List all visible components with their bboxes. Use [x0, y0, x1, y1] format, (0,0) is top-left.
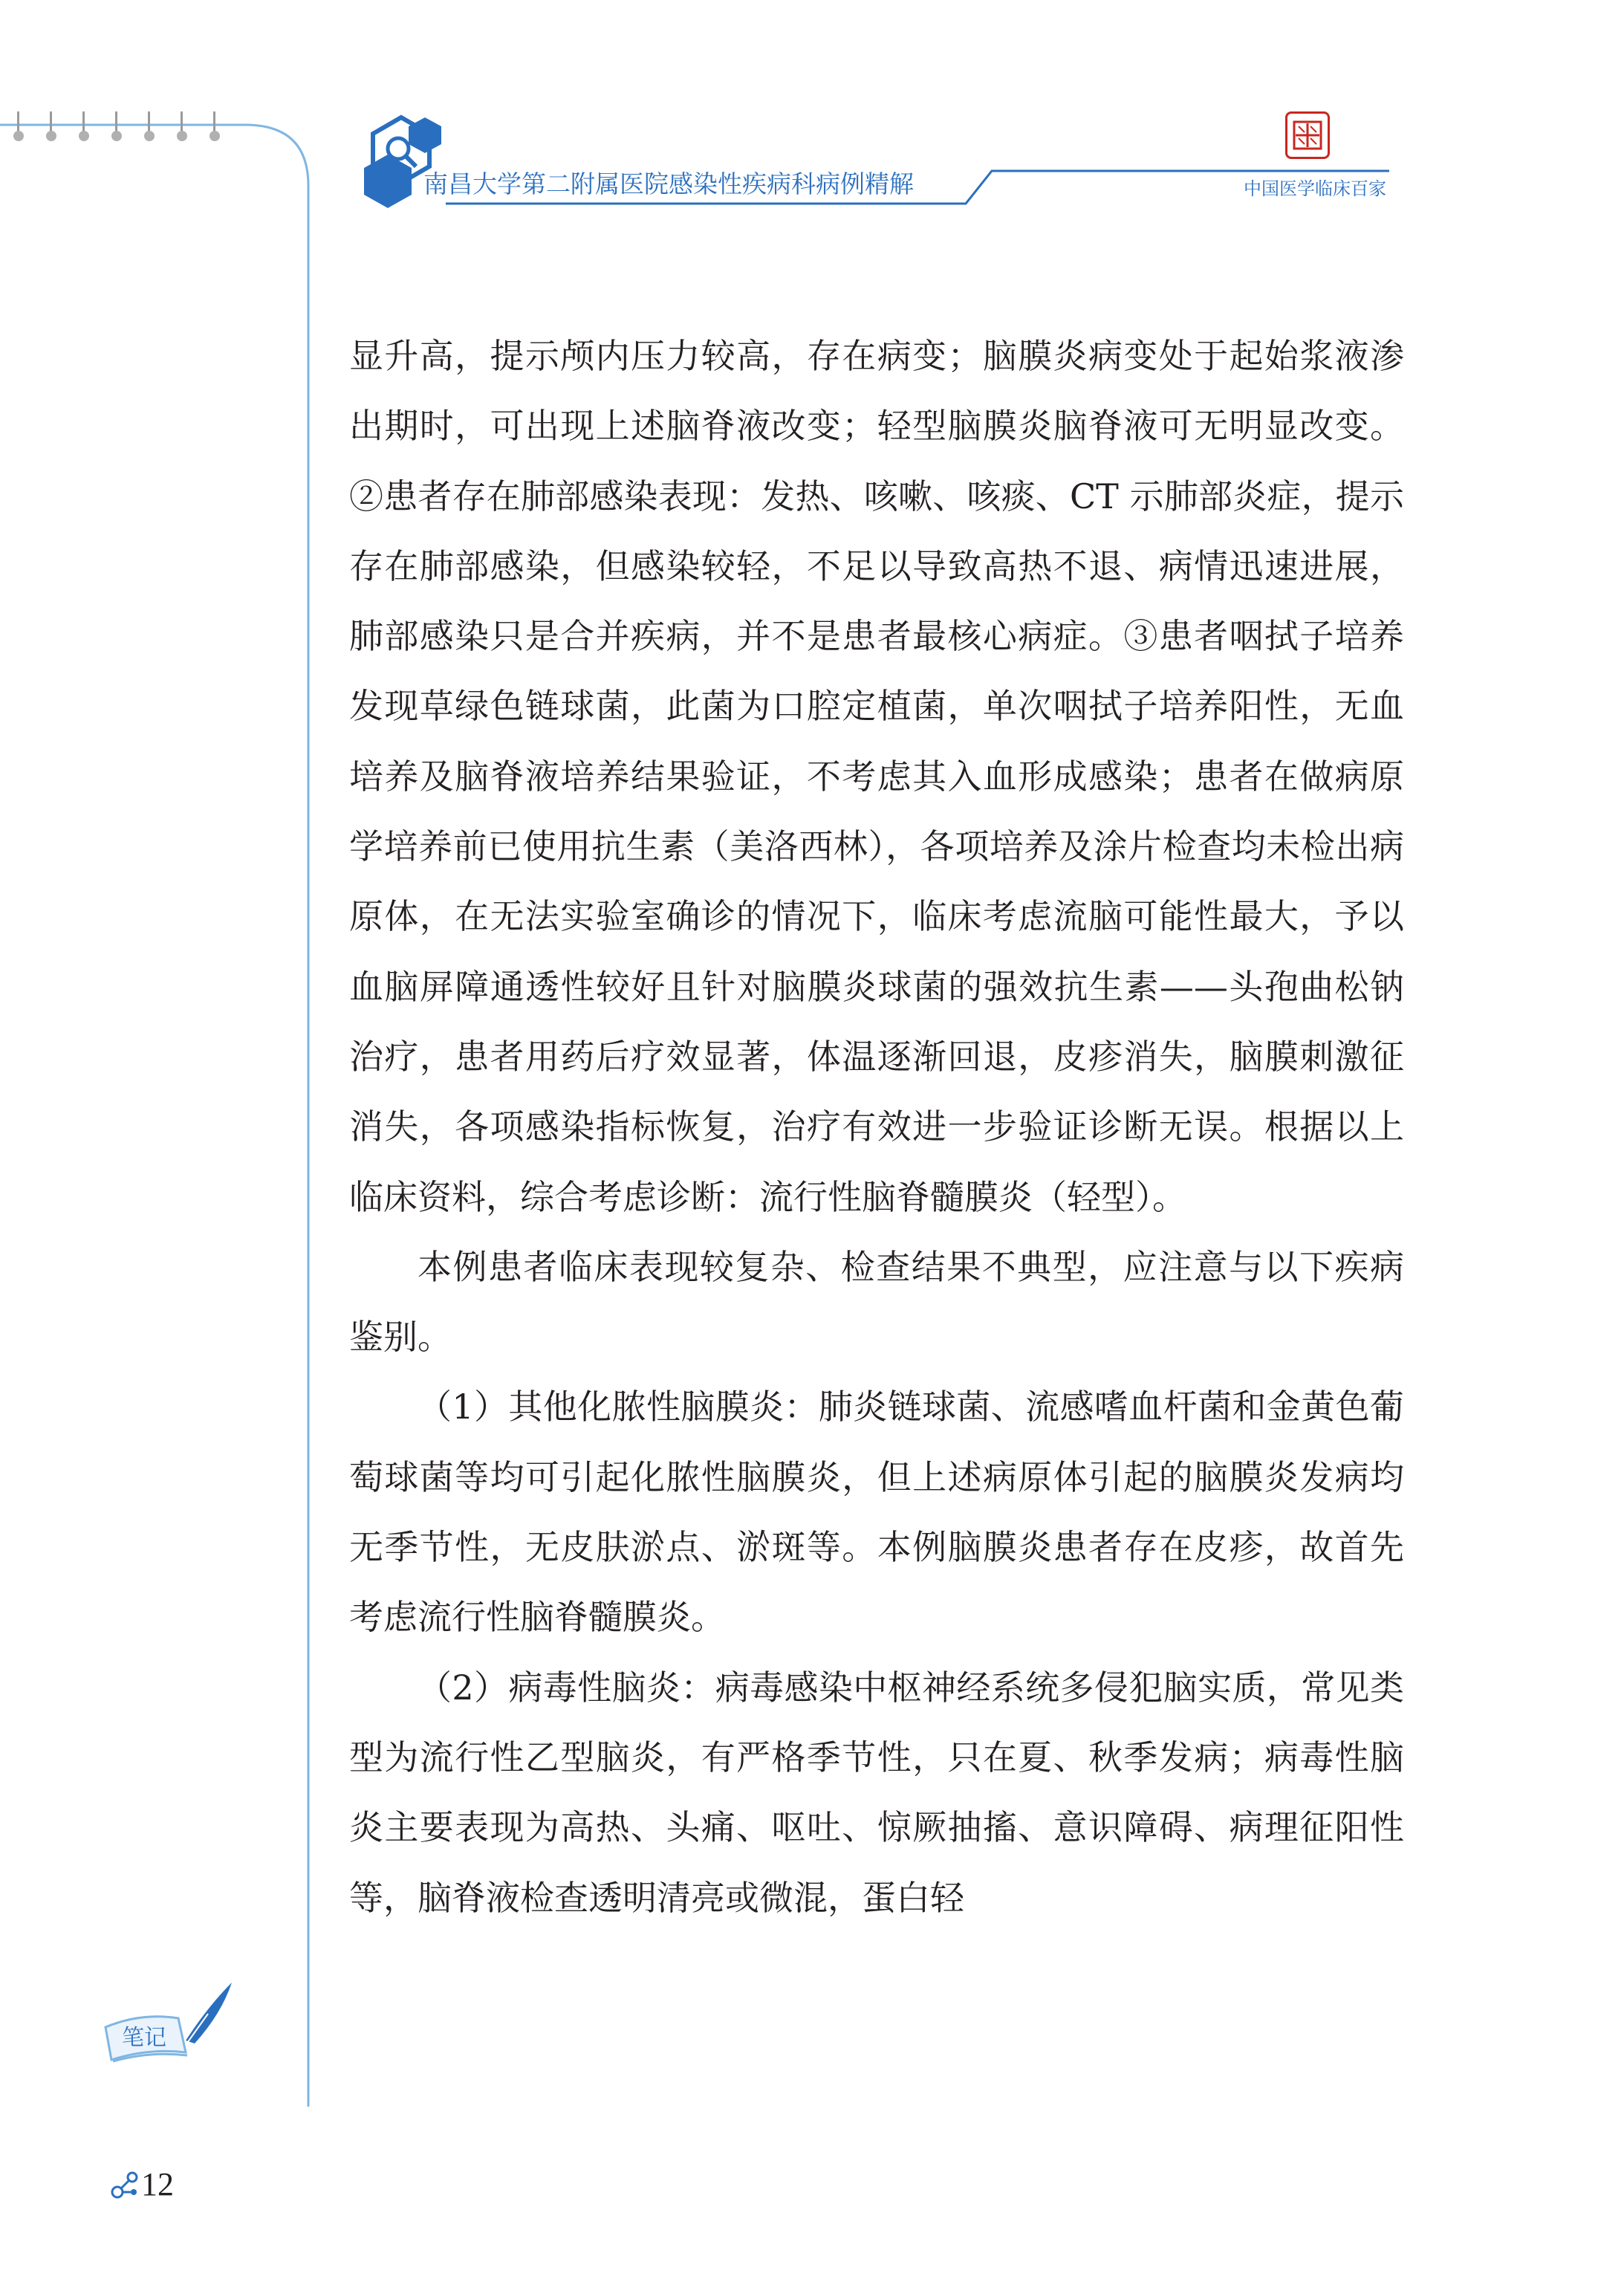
body-paragraph: 本例患者临床表现较复杂、检查结果不典型，应注意与以下疾病鉴别。 — [349, 1246, 1404, 1358]
body-paragraph: （1）其他化脓性脑膜炎：肺炎链球菌、流感嗜血杆菌和金黄色葡萄球菌等均可引起化脓性脑膜炎，但上述病原体引起的脑膜炎发病均无季节性，无皮肤淤点、淤斑等。本例脑膜炎患者存在皮疹，故首先考虑流行性脑脊髓膜炎。 — [349, 1387, 1404, 1638]
body-paragraph: 显升高，提示颅内压力较高，存在病变；脑膜炎病变处于起始浆液渗出期时，可出现上述脑脊液改变；轻型脑膜炎脑脊液可无明显改变。②患者存在肺部感染表现：发热、咳嗽、咳痰、CT 示肺部炎症，提示存在肺部感染，但感染较轻，不足以导致高热不退、病情迅速进展，肺部感染只是合并疾病，并不是患者最核心病症。③患者咽拭子培养发现草绿色链球菌，此菌为口腔定植菌，单次咽拭子培养阳性，无血培养及脑脊液培养结果验证，不考虑其入血形成感染；患者在做病原学培养前已使用抗生素（美洛西林），各项培养及涂片检查均未检出病原体，在无法实验室确诊的情况下，临床考虑流脑可能性最大，予以血脑屏障通透性较好且针对脑膜炎球菌的强效抗生素——头孢曲松钠治疗，患者用药后疗效显著，体温逐渐回退，皮疹消失，脑膜刺激征消失，各项感染指标恢复，治疗有效进一步验证诊断无误。根据以上临床资料，综合考虑诊断：流行性脑脊髓膜炎（轻型）。 — [349, 336, 1404, 1217]
body-paragraph: （2）病毒性脑炎：病毒感染中枢神经系统多侵犯脑实质，常见类型为流行性乙型脑炎，有严格季节性，只在夏、秋季发病；病毒性脑炎主要表现为高热、头痛、呕吐、惊厥抽搐、意识障碍、病理征阳性等，脑脊液检查透明清亮或微混，蛋白轻 — [349, 1667, 1404, 1918]
binder-ring-icon — [13, 111, 24, 146]
binder-ring-icon — [144, 111, 155, 146]
notes-label: 笔记 — [122, 2025, 166, 2051]
book-title: 南昌大学第二附属医院感染性疾病科病例精解 — [423, 169, 914, 198]
seal-icon — [1285, 111, 1330, 159]
binder-ring-icon — [111, 111, 122, 146]
page-number: 12 — [141, 2166, 174, 2202]
molecule-icon — [110, 2168, 143, 2201]
quill-pen-icon — [97, 1977, 238, 2073]
binder-rings — [0, 111, 253, 156]
page-body — [349, 321, 1404, 1933]
binder-ring-icon — [210, 111, 220, 146]
series-name: 中国医学临床百家 — [1244, 178, 1386, 199]
margin-line — [0, 0, 342, 2282]
binder-ring-icon — [79, 111, 89, 146]
binder-ring-icon — [177, 111, 187, 146]
binder-ring-icon — [46, 111, 56, 146]
